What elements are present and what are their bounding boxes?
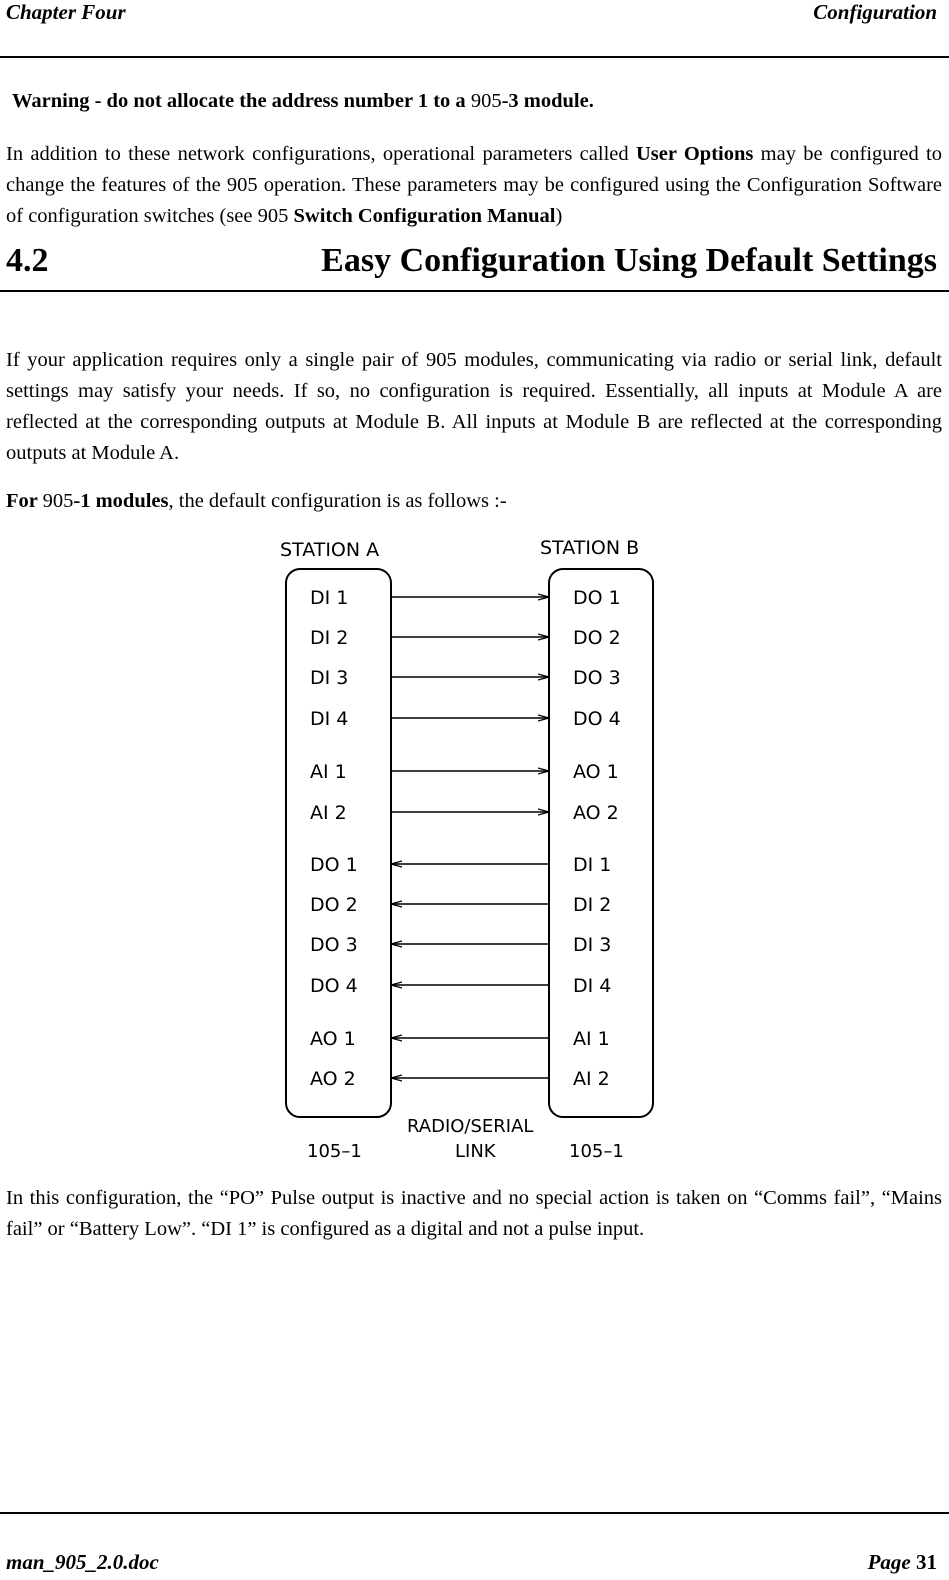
footer-page [868, 1550, 937, 1575]
warning-text-end: -3 module. [501, 90, 594, 112]
section-title: Easy Configuration Using Default Settings [321, 242, 937, 279]
station-a-signal: DO 4 [310, 975, 358, 997]
station-a-signal: AI 2 [310, 802, 347, 824]
station-a-signal: AO 2 [310, 1068, 356, 1090]
footer-page-number: 31 [916, 1550, 937, 1574]
modules-text: , the default configuration is as follows :- [168, 490, 507, 512]
intro-text-1: In addition to these network configurations, operational parameters called [6, 143, 636, 165]
modules-intro [6, 486, 942, 517]
station-a-signal: DI 4 [310, 708, 349, 730]
modules-label: -1 modules [73, 490, 169, 512]
intro-text-3: ) [555, 205, 563, 227]
station-b-signal: DI 4 [573, 975, 612, 997]
station-a-signal: AO 1 [310, 1028, 356, 1050]
station-b-signal: DI 2 [573, 894, 612, 916]
intro-user-options: User Options [635, 143, 754, 165]
header-chapter: Chapter Four [6, 0, 126, 24]
modules-for: For [6, 490, 43, 512]
station-a-signal: AI 1 [310, 761, 347, 783]
header-section: Configuration [813, 0, 937, 24]
station-a-signal: DI 3 [310, 667, 349, 689]
warning-model: 905 [470, 90, 502, 112]
intro-text-2: may be configured to change the features of the 905 operation. These parameters may be configured using the Configuration Software of configuration switches (see 905 [6, 143, 942, 227]
station-a-signal: DI 1 [310, 587, 349, 609]
intro-paragraph [6, 139, 942, 232]
station-b-signal: DO 4 [573, 708, 621, 730]
footer-page-label: Page [867, 1550, 916, 1574]
station-b-signal: DO 1 [573, 587, 621, 609]
footer-filename: man_905_2.0.doc [6, 1550, 159, 1574]
section-rule [0, 290, 949, 292]
station-a-signal: DI 2 [310, 627, 349, 649]
footer-rule [0, 1512, 949, 1514]
station-b-signal: AO 1 [573, 761, 619, 783]
station-b-signal: AO 2 [573, 802, 619, 824]
header-rule [0, 56, 949, 58]
station-a-label: STATION A [280, 539, 380, 561]
station-b-signal: DO 3 [573, 667, 621, 689]
modules-model: 905 [42, 490, 74, 512]
section-number: 4.2 [6, 242, 49, 279]
station-b-label: STATION B [540, 537, 640, 559]
station-b-signal: AI 2 [573, 1068, 610, 1090]
station-a-signal: DO 3 [310, 934, 358, 956]
station-a-signal: DO 2 [310, 894, 358, 916]
warning-note [12, 90, 594, 113]
station-b-signal: AI 1 [573, 1028, 610, 1050]
module-b-label: 105–1 [569, 1141, 624, 1162]
default-settings-paragraph: If your application requires only a single pair of 905 modules, communicating via radio or serial link, default settings may satisfy your needs. If so, no configuration is required. Essentially, all inputs at Module A are reflected at the corresponding outputs at Module B. All inputs at Module B are reflected at the corresponding outputs at Module A. [6, 349, 942, 464]
link-label-line1: RADIO/SERIAL [407, 1116, 534, 1137]
station-a-signal: DO 1 [310, 854, 358, 876]
io-mapping-diagram [0, 525, 949, 1170]
station-b-signal: DI 1 [573, 854, 612, 876]
intro-manual-ref: Switch Configuration Manual [293, 205, 556, 227]
io-rows [310, 587, 621, 1090]
closing-paragraph: In this configuration, the “PO” Pulse output is inactive and no special action is taken on “Comms fail”, “Mains fail” or “Battery Low”. “DI 1” is configured as a digital and not a pulse input. [6, 1187, 942, 1240]
station-b-signal: DO 2 [573, 627, 621, 649]
warning-text: Warning - do not allocate the address number 1 to a [12, 90, 471, 112]
link-label-line2: LINK [455, 1141, 496, 1162]
station-b-signal: DI 3 [573, 934, 612, 956]
module-a-label: 105–1 [307, 1141, 362, 1162]
